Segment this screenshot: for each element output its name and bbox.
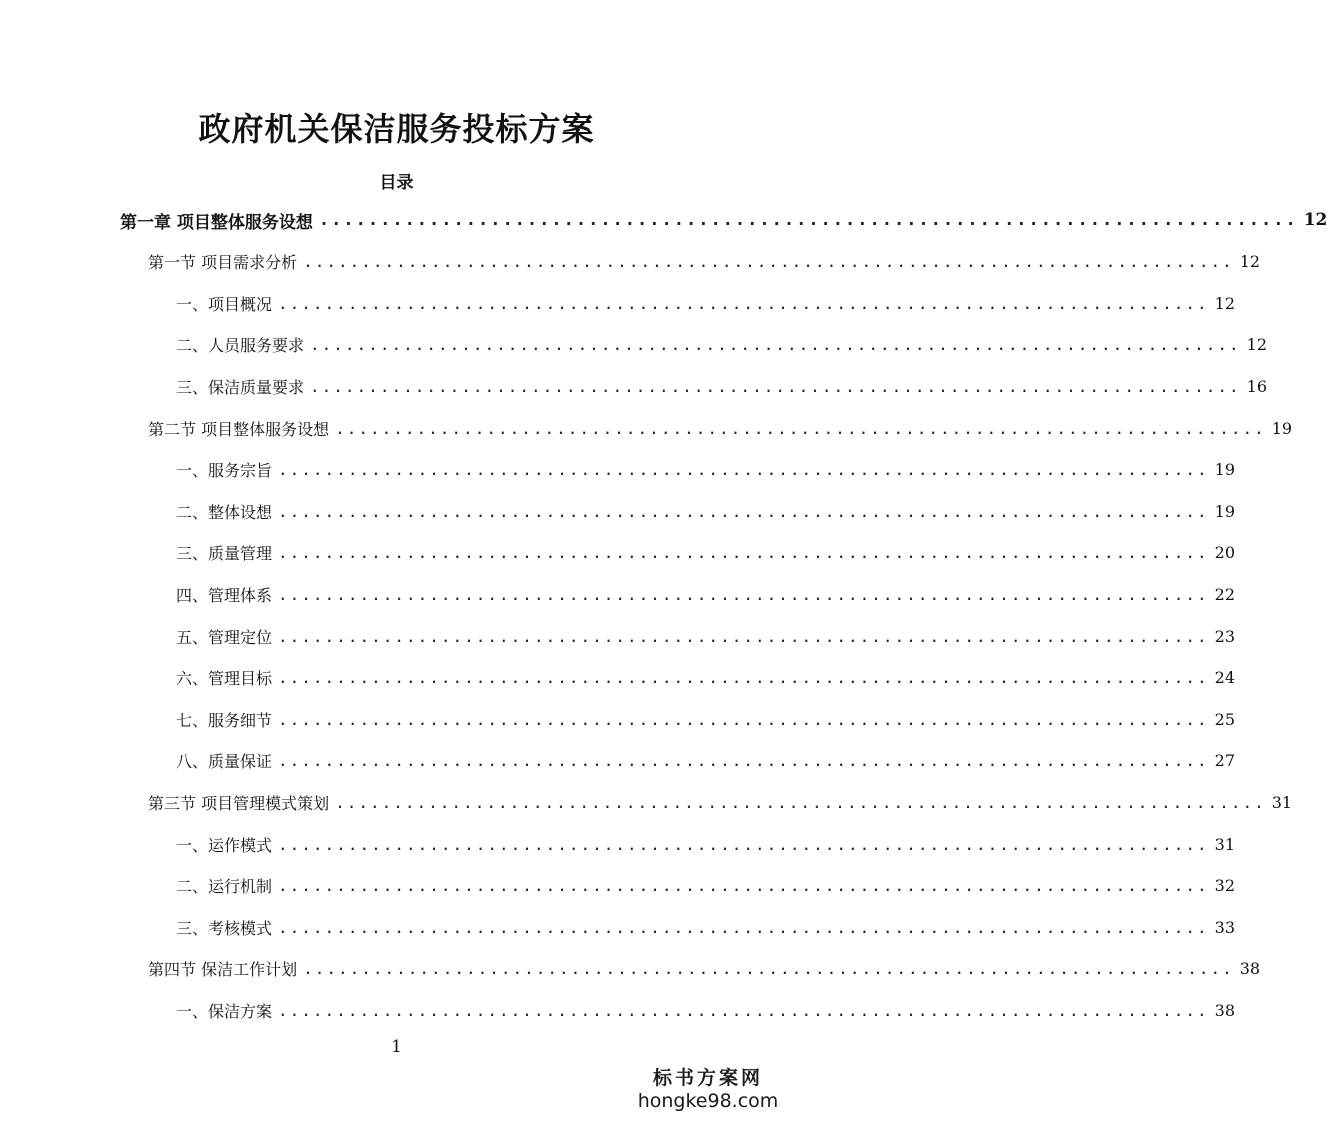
document-title: 政府机关保洁服务投标方案 <box>198 110 595 148</box>
toc-entry-label: 三、考核模式 <box>176 918 273 938</box>
toc-entry-page: 12 <box>1239 252 1261 272</box>
toc-subsection-entry[interactable] <box>176 706 1235 732</box>
toc-leader-dots: ................................................................................ <box>335 418 1266 438</box>
toc-leader-dots: ................................................................................ <box>303 252 1234 272</box>
toc-section-entry[interactable] <box>148 789 1293 815</box>
watermark-line2: hongke98.com <box>637 1090 779 1112</box>
toc-subsection-entry[interactable] <box>176 332 1267 358</box>
toc-subsection-entry[interactable] <box>176 373 1267 399</box>
toc-entry-page: 12 <box>1246 335 1267 355</box>
toc-subsection-entry[interactable] <box>176 540 1235 566</box>
watermark-logo <box>633 1063 783 1112</box>
toc-subsection-entry[interactable] <box>176 457 1235 483</box>
toc-entry-label: 一、运作模式 <box>176 835 273 855</box>
toc-entry-page: 20 <box>1214 543 1235 563</box>
toc-entry-label: 一、项目概况 <box>176 294 273 314</box>
toc-leader-dots: ................................................................................ <box>303 959 1234 979</box>
toc-section-entry[interactable] <box>148 249 1261 275</box>
toc-entry-label: 二、人员服务要求 <box>176 336 305 356</box>
toc-leader-dots: ................................................................................ <box>278 709 1209 729</box>
toc-subsection-entry[interactable] <box>176 997 1235 1023</box>
toc-entry-page: 19 <box>1271 418 1293 438</box>
toc-entry-label: 第四节 保洁工作计划 <box>148 960 298 980</box>
toc-leader-dots: ................................................................................ <box>278 460 1209 480</box>
toc-leader-dots: ................................................................................ <box>278 876 1209 896</box>
toc-entry-page: 16 <box>1246 376 1267 396</box>
toc-entry-page: 22 <box>1214 584 1235 604</box>
toc-entry-label: 第一章 项目整体服务设想 <box>120 212 313 233</box>
toc-leader-dots: ................................................................................ <box>278 751 1209 771</box>
toc-entry-page: 32 <box>1214 876 1235 896</box>
toc-entry-page: 12 <box>1214 293 1235 313</box>
toc-entry-label: 第三节 项目管理模式策划 <box>148 793 330 813</box>
toc-entry-label: 一、保洁方案 <box>176 1001 273 1021</box>
toc-entry-page: 19 <box>1214 501 1235 521</box>
toc-subsection-entry[interactable] <box>176 498 1235 524</box>
toc-entry-label: 第一节 项目需求分析 <box>148 253 298 273</box>
toc-entry-page: 23 <box>1214 626 1235 646</box>
toc-entry-label: 一、服务宗旨 <box>176 461 273 481</box>
toc-entry-label: 八、质量保证 <box>176 752 273 772</box>
toc-subsection-entry[interactable] <box>176 873 1235 899</box>
toc-entry-label: 三、保洁质量要求 <box>176 377 305 397</box>
toc-leader-dots: ................................................................................ <box>310 376 1241 396</box>
page-number: 1 <box>391 1037 402 1057</box>
toc-section-entry[interactable] <box>148 415 1293 441</box>
toc-section-entry[interactable] <box>148 956 1261 982</box>
toc-entry-label: 三、质量管理 <box>176 544 273 564</box>
toc-leader-dots: ................................................................................ <box>278 293 1209 313</box>
toc-entry-label: 五、管理定位 <box>176 627 273 647</box>
toc-entry-page: 38 <box>1214 1000 1235 1020</box>
toc-entry-label: 二、运行机制 <box>176 877 273 897</box>
watermark-line1: 标书方案网 <box>652 1067 763 1089</box>
toc-entry-page: 31 <box>1271 792 1293 812</box>
toc-leader-dots: ................................................................................ <box>318 210 1298 230</box>
toc-subsection-entry[interactable] <box>176 290 1235 316</box>
toc-heading: 目录 <box>379 173 414 193</box>
toc-leader-dots: ................................................................................ <box>310 335 1241 355</box>
toc-entry-page: 38 <box>1239 959 1261 979</box>
toc-subsection-entry[interactable] <box>176 623 1235 649</box>
toc-entry-label: 二、整体设想 <box>176 502 273 522</box>
toc-leader-dots: ................................................................................ <box>278 917 1209 937</box>
toc-entry-page: 31 <box>1214 834 1235 854</box>
toc-subsection-entry[interactable] <box>176 914 1235 940</box>
toc-entry-page: 19 <box>1214 460 1235 480</box>
toc-subsection-entry[interactable] <box>176 831 1235 857</box>
toc-leader-dots: ................................................................................ <box>278 543 1209 563</box>
toc-entry-page: 12 <box>1303 210 1327 230</box>
toc-entry-page: 24 <box>1214 668 1235 688</box>
toc-leader-dots: ................................................................................ <box>278 626 1209 646</box>
toc-entry-label: 第二节 项目整体服务设想 <box>148 419 330 439</box>
toc-leader-dots: ................................................................................ <box>278 584 1209 604</box>
toc-entry-page: 25 <box>1214 709 1235 729</box>
toc-entry-page: 27 <box>1214 751 1235 771</box>
toc-subsection-entry[interactable] <box>176 748 1235 774</box>
toc-entry-label: 四、管理体系 <box>176 585 273 605</box>
toc-subsection-entry[interactable] <box>176 665 1235 691</box>
toc-leader-dots: ................................................................................ <box>335 792 1266 812</box>
toc-chapter-entry[interactable] <box>120 207 1327 233</box>
toc-entry-label: 七、服务细节 <box>176 710 273 730</box>
toc-subsection-entry[interactable] <box>176 581 1235 607</box>
toc-entry-page: 33 <box>1214 917 1235 937</box>
toc-entry-label: 六、管理目标 <box>176 669 273 689</box>
toc-leader-dots: ................................................................................ <box>278 501 1209 521</box>
toc-leader-dots: ................................................................................ <box>278 668 1209 688</box>
toc-leader-dots: ................................................................................ <box>278 834 1209 854</box>
toc-leader-dots: ................................................................................ <box>278 1000 1209 1020</box>
